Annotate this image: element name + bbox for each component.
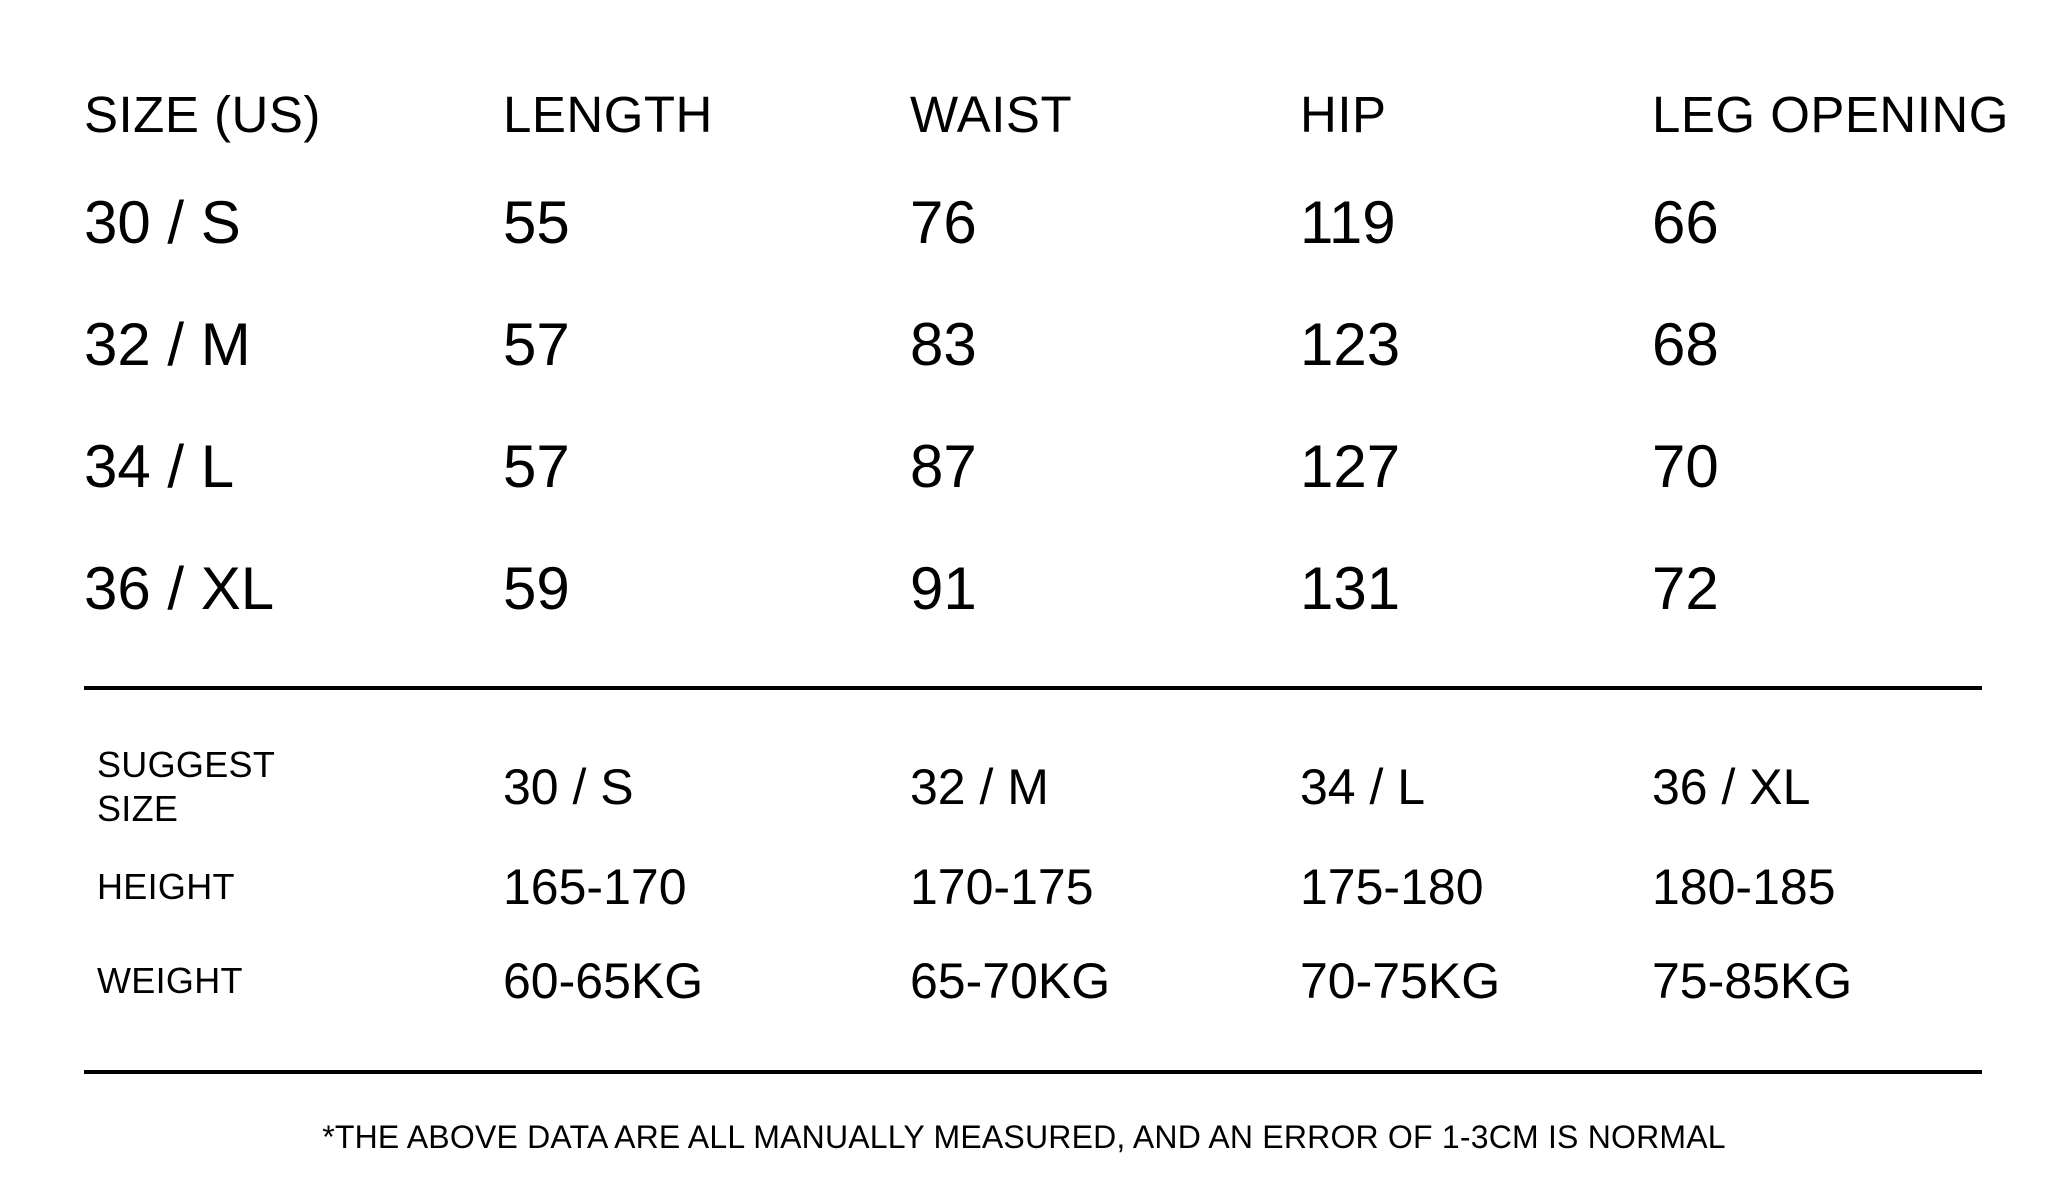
measurement-table-header-row: [84, 66, 2009, 162]
fit-guide-table: [84, 737, 1982, 1025]
measurement-table: [84, 66, 2009, 650]
length-cell: 59: [503, 555, 570, 622]
header-leg-opening: LEG OPENING: [1652, 85, 2009, 143]
fit-row-suggest-size: [84, 737, 1982, 837]
fit-value-cell: 65-70KG: [910, 953, 1111, 1009]
fit-value-cell: 175-180: [1300, 859, 1484, 915]
length-cell: 57: [503, 433, 570, 500]
fit-row-weight: [84, 937, 1982, 1025]
length-cell: 55: [503, 189, 570, 256]
header-waist: WAIST: [910, 85, 1073, 143]
horizontal-rule-bottom: [84, 1070, 1982, 1074]
size-cell: 34 / L: [84, 433, 235, 500]
table-row-32m: [84, 284, 1982, 406]
size-cell: 30 / S: [84, 189, 241, 256]
fit-value-cell: 32 / M: [910, 759, 1049, 815]
waist-cell: 76: [910, 189, 977, 256]
waist-cell: 83: [910, 311, 977, 378]
table-row-30s: [84, 162, 1982, 284]
header-length: LENGTH: [503, 85, 713, 143]
size-chart-content: [84, 66, 2009, 1074]
hip-cell: 123: [1300, 311, 1401, 378]
table-row-36xl: [84, 528, 1982, 650]
leg-opening-cell: 66: [1652, 189, 1719, 256]
hip-cell: 127: [1300, 433, 1401, 500]
horizontal-rule-top: [84, 686, 1982, 690]
leg-opening-cell: 70: [1652, 433, 1719, 500]
fit-value-cell: 36 / XL: [1652, 759, 1811, 815]
waist-cell: 91: [910, 555, 977, 622]
fit-value-cell: 34 / L: [1300, 759, 1426, 815]
fit-value-cell: 70-75KG: [1300, 953, 1501, 1009]
fit-row-height: [84, 837, 1982, 937]
row-label-suggest-size: SUGGEST SIZE: [97, 744, 275, 829]
table-row-34l: [84, 406, 1982, 528]
fit-value-cell: 170-175: [910, 859, 1094, 915]
fit-value-cell: 60-65KG: [503, 953, 704, 1009]
row-label-weight: WEIGHT: [97, 960, 243, 1002]
header-size-us: SIZE (US): [84, 85, 321, 143]
leg-opening-cell: 72: [1652, 555, 1719, 622]
header-hip: HIP: [1300, 85, 1387, 143]
leg-opening-cell: 68: [1652, 311, 1719, 378]
hip-cell: 131: [1300, 555, 1401, 622]
measurement-disclaimer: *THE ABOVE DATA ARE ALL MANUALLY MEASURED, AND AN ERROR OF 1-3CM IS NORMAL: [322, 1119, 1726, 1155]
waist-cell: 87: [910, 433, 977, 500]
size-cell: 36 / XL: [84, 555, 275, 622]
fit-value-cell: 75-85KG: [1652, 953, 1853, 1009]
size-cell: 32 / M: [84, 311, 251, 378]
row-label-height: HEIGHT: [97, 866, 235, 908]
fit-value-cell: 180-185: [1652, 859, 1836, 915]
fit-value-cell: 30 / S: [503, 759, 634, 815]
fit-value-cell: 165-170: [503, 859, 687, 915]
hip-cell: 119: [1300, 189, 1396, 256]
length-cell: 57: [503, 311, 570, 378]
